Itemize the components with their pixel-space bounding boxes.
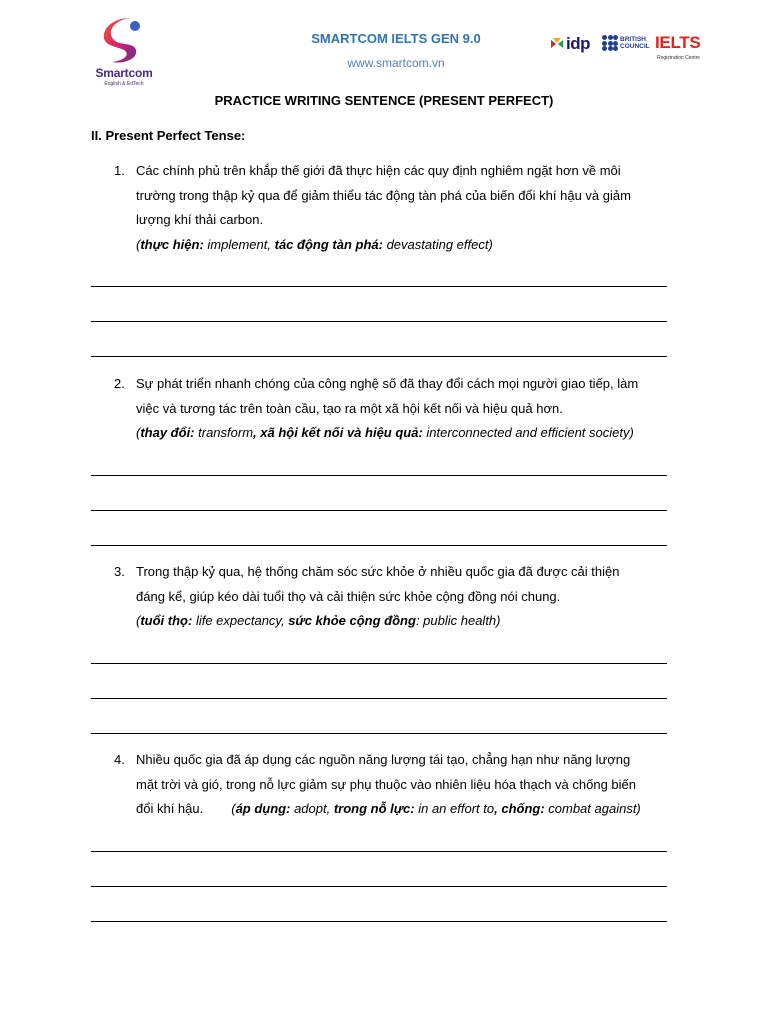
vocabulary-hint: (áp dụng: adopt, trong nỗ lực: in an effort to, chống: combat against) (231, 801, 641, 816)
answer-line[interactable] (91, 545, 667, 546)
item-text-line: Nhiều quốc gia đã áp dụng các nguồn năng lượng tái tạo, chẳng hạn như năng lượng (136, 752, 631, 767)
brand-tagline: English & EdTech (104, 81, 144, 87)
header-url[interactable]: www.smartcom.vn (347, 56, 445, 70)
item-text-line: Sự phát triển nhanh chóng của công nghệ số đã thay đổi cách mọi người giao tiếp, làm (136, 376, 639, 391)
item-text-line: trường trong thập kỷ qua để giảm thiểu tác động tàn phá của biến đổi khí hậu và giảm (136, 187, 631, 203)
item-number: 2. (114, 376, 125, 391)
item-body (136, 560, 676, 634)
header-title: SMARTCOM IELTS GEN 9.0 (311, 31, 481, 46)
item-text-line: mặt trời và gió, trong nỗ lực giảm sự phụ thuộc vào nhiên liệu hóa thạch và chống biến (136, 776, 637, 792)
answer-line[interactable] (91, 886, 667, 887)
british-council-logo (602, 35, 650, 51)
answer-line[interactable] (91, 286, 667, 287)
answer-line[interactable] (91, 510, 667, 511)
document-title: PRACTICE WRITING SENTENCE (PRESENT PERFECT) (214, 93, 554, 108)
section-heading: II. Present Perfect Tense: (91, 128, 246, 143)
idp-mark-icon (550, 37, 564, 51)
item-text-line: lượng khí thải carbon. (136, 212, 264, 227)
idp-logo (550, 33, 590, 55)
item-number: 3. (114, 564, 125, 579)
answer-line[interactable] (91, 733, 667, 734)
british-council-text: BRITISH COUNCIL (620, 36, 650, 50)
vocabulary-hint: (thực hiện: implement, tác động tàn phá: devastating effect) (136, 236, 493, 252)
item-body (136, 748, 676, 822)
item-text-line: Trong thập kỷ qua, hệ thống chăm sóc sức khỏe ở nhiều quốc gia đã được cải thiện (136, 564, 620, 579)
answer-line[interactable] (91, 851, 667, 852)
brand-name: Smartcom (95, 66, 153, 80)
smartcom-s-icon (100, 16, 146, 66)
item-text-line: việc và tương tác trên toàn cầu, tạo ra một xã hội kết nối và hiệu quả hơn. (136, 400, 563, 416)
item-number: 4. (114, 752, 125, 767)
answer-line[interactable] (91, 475, 667, 476)
page-header (0, 0, 768, 90)
item-body (136, 159, 676, 257)
item-number: 1. (114, 163, 125, 178)
item-text-line: Các chính phủ trên khắp thế giới đã thực hiện các quy định nghiêm ngặt hơn về môi (136, 163, 621, 178)
ielts-subtitle: Registration Centre (657, 55, 701, 61)
answer-line[interactable] (91, 698, 667, 699)
item-text-line: đổi khí hậu. (136, 801, 204, 816)
answer-line[interactable] (91, 663, 667, 664)
partner-logos (550, 33, 710, 65)
item-text-line: đáng kể, giúp kéo dài tuổi thọ và cải thiện sức khỏe cộng đồng nói chung. (136, 588, 561, 604)
answer-line[interactable] (91, 321, 667, 322)
answer-line[interactable] (91, 921, 667, 922)
british-council-dots-icon (602, 35, 618, 51)
answer-line[interactable] (91, 356, 667, 357)
idp-text: idp (566, 34, 590, 53)
vocabulary-hint: (tuổi thọ: life expectancy, sức khỏe cộng đồng: public health) (136, 613, 501, 628)
ielts-logo: IELTS (655, 33, 701, 52)
smartcom-logo (92, 16, 156, 90)
item-body (136, 372, 676, 446)
item-text-line-with-hint (136, 797, 676, 822)
vocabulary-hint: (thay đổi: transform, xã hội kết nối và hiệu quả: interconnected and efficient society) (136, 425, 634, 440)
